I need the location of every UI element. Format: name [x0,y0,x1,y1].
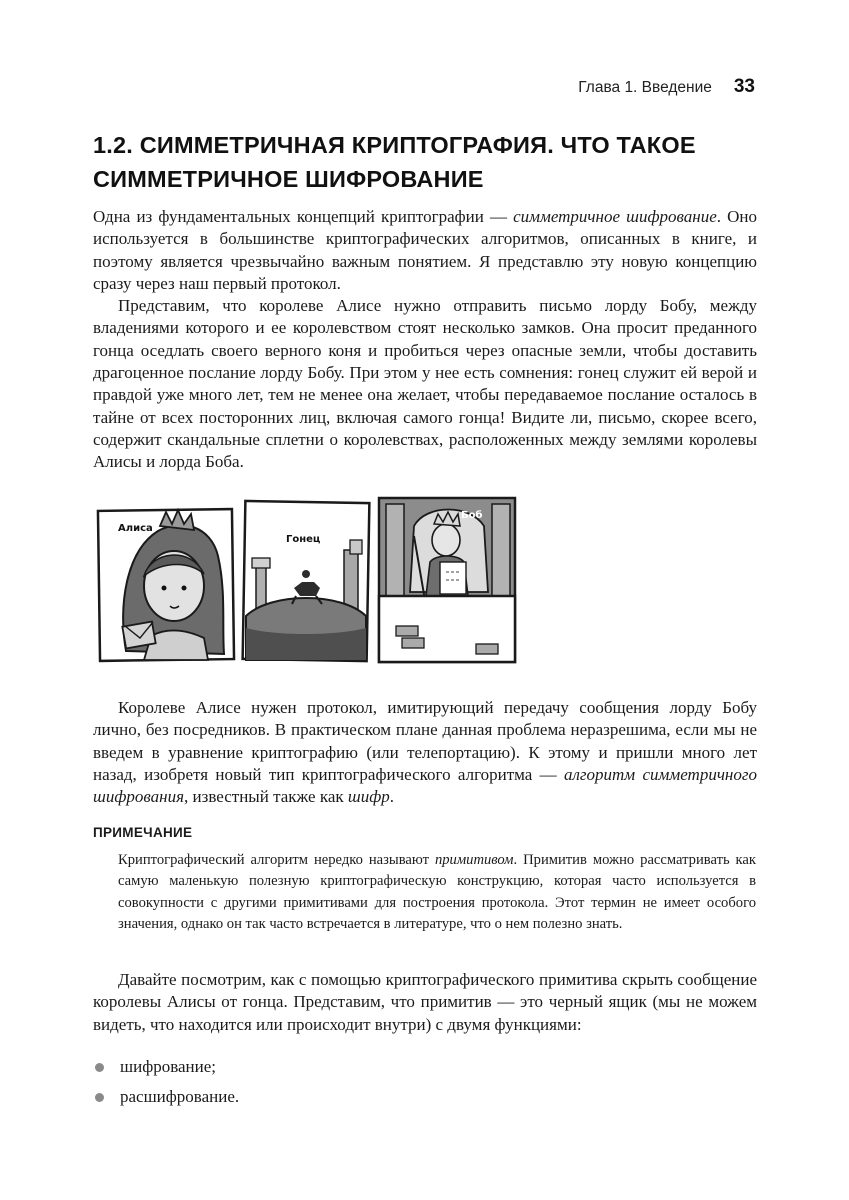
body-text-bottom [93,969,757,1036]
list-item [93,1082,239,1112]
p3-text-c: . [389,787,395,807]
list-item-decryption: расшифрование. [120,1087,240,1106]
body-text-top [93,206,757,474]
comic-illustration [96,496,518,665]
section-title-line1: 1.2. СИММЕТРИЧНАЯ КРИПТОГРАФИЯ. ЧТО ТАКОЕ [93,132,696,158]
bullet-icon [95,1093,104,1102]
term-primitive: примитивом [434,852,514,868]
term-cipher: шифр [347,787,390,807]
section-title [93,128,773,196]
section-title-line2: СИММЕТРИЧНОЕ ШИФРОВАНИЕ [93,166,484,192]
comic-label-alice: Алиса [118,523,153,534]
page-number: 33 [733,76,755,97]
body-text-middle [93,697,757,808]
note-label: ПРИМЕЧАНИЕ [93,825,193,840]
list-item-encryption: шифрование; [120,1057,217,1076]
chapter-title: Глава 1. Введение [578,79,712,96]
term-symmetric-encryption: симметричное шифрование [513,207,717,226]
note-text-a: Криптографический алгоритм нередко называют [118,852,435,868]
bullet-icon [95,1063,104,1072]
list-item [93,1052,239,1082]
paragraph-protocol [93,697,757,808]
paragraph-intro [93,206,757,295]
comic-label-messenger: Гонец [286,534,321,545]
term-symmetric-algorithm: алгоритм симметричного шифрования [93,764,757,807]
comic-panel-bob [379,498,515,662]
note-body [118,850,756,936]
note-text-b: . Примитив можно рассматривать как самую маленькую полезную криптографическую конструкцию, которая часто используется в совокупности с другими примитивами для построения протокола. Этот термин не имеет особого значения, однако он так часто встречается в литературе, что о нем полезно знать. [118,852,756,933]
p3-text-b: , известный также как [184,787,348,807]
p1-text-b: . Оно используется в большинстве криптографических алгоритмов, описанных в книге, и поэтому является чрезвычайно важным понятием. Я представлю эту новую концепцию сразу через наш первый протокол. [93,207,758,293]
function-list [93,1052,239,1112]
note-paragraph [118,850,756,936]
comic-panel-alice [98,509,234,661]
p1-text-a: Одна из фундаментальных концепций криптографии — [93,207,514,226]
comic-label-bob: Боб [461,510,483,521]
paragraph-story: Представим, что королеве Алисе нужно отправить письмо лорду Бобу, между владениями которого и ее королевством стоят несколько замков. Она просит преданного гонца оседлать своего верного коня и пробиться через опасные земли, чтобы доставить драгоценное послание лорду Бобу. При этом у нее есть сомнения: гонец служит ей верой и правдой уже много лет, тем не менее она желает, чтобы передаваемое послание осталось в тайне от всех посторонних лиц, включая самого гонца! Видите ли, письмо, скорее всего, содержит скандальные сплетни о королевствах, расположенных между землями королевы Алисы и лорда Боба. [93,296,757,472]
running-head [578,76,755,98]
paragraph-black-box: Давайте посмотрим, как с помощью криптографического примитива скрыть сообщение королевы Алисы от гонца. Представим, что примитив — это черный ящик (мы не можем видеть, что находится или происходит внутри) с двумя функциями: [93,970,757,1034]
comic-panel-messenger [243,501,370,661]
p3-text-a: Королеве Алисе нужен протокол, имитирующий передачу сообщения лорду Бобу лично, без посредников. В практическом плане данная проблема неразрешима, если мы не введем в уравнение криптографию (или телепортацию). К этому и пришли много лет назад, изобретя новый тип криптографического алгоритма — [93,698,757,784]
